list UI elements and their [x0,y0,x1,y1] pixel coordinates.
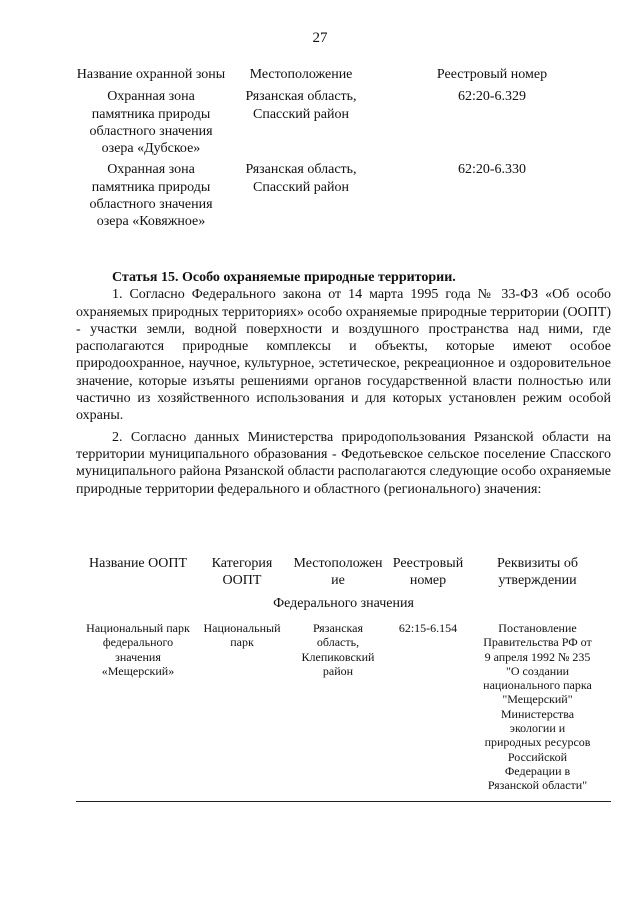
column-header-name: Название охранной зоны [76,67,226,82]
column-header-registry: Реестровый номер [436,67,548,82]
cell-line: 9 апреля 1992 № 235 [484,649,591,664]
cell-line: памятника природы [91,106,211,122]
cell-line: район [322,663,354,678]
cell-line: значения [115,649,161,664]
cell-line: Спасский район [253,179,349,195]
cell-line: Рязанская [312,621,364,635]
zone-name-cell [76,88,226,157]
registry-cell: 62:20-6.329 [457,89,527,105]
header-line: Реестровый [392,556,464,571]
column-header-registry [392,556,464,589]
cell-line: "О создании [505,663,570,678]
cell-line: Клепиковский [301,649,375,664]
column-header-category [200,556,284,589]
paragraph-1: 1. Согласно Федерального закона от 14 марта 1995 года № 33-ФЗ «Об особо охраняемых природных территориях» особо охраняемые природные территории (ООПТ) - участки земли, водной поверхности и воздушного пространства над ними, где располагаются природные комплексы и объекты, которые имеют особое природоохранное, научное, культурное, эстетическое, рекреационное и оздоровительное значение, которые изъяты решениями органов государственной власти полностью или частично из хозяйственного использования и для которых установлен режим особой охраны. [76,287,611,424]
cell-line: Министерства [500,706,575,721]
page-number: 27 [312,30,328,46]
cell-line: Рязанская область, [245,89,357,105]
header-line: Название ООПТ [88,556,188,571]
column-header-location: Местоположение [249,67,353,82]
cell-line: экологии и [509,721,566,736]
cell-line: озера «Ковяжное» [96,214,206,230]
table-row [76,88,616,161]
table-row [76,161,616,230]
location-cell [284,621,392,793]
header-line: номер [409,572,447,588]
cell-line: Российской [507,749,568,764]
table-header-row [76,66,616,88]
section-title: Федерального значения [273,596,414,611]
protection-zones-table [76,66,616,231]
cell-line: Постановление [498,621,577,635]
registry-cell: 62:15-6.154 [398,621,458,635]
cell-line: областного значения [89,123,213,139]
registry-cell: 62:20-6.330 [457,162,527,178]
zone-name-cell [76,161,226,230]
column-header-location [284,556,392,589]
area-name-cell [76,621,200,793]
cell-line: областного значения [89,197,213,213]
article-15 [76,269,611,498]
cell-line: федерального [102,635,174,650]
cell-line: природных ресурсов [484,735,591,750]
cell-line: Правительства РФ от [483,635,592,650]
header-line: Реквизиты об [497,556,578,571]
cell-line: «Мещерский» [101,663,175,678]
table-row [76,621,611,802]
cell-line: Рязанской области" [487,778,588,793]
cell-line: Рязанская область, [245,162,357,178]
cell-line: Федерации в [504,763,571,778]
header-line: Категория [211,556,273,571]
cell-line: область, [316,635,360,650]
cell-line: Охранная зона [107,89,195,105]
table-header-row [76,556,611,589]
header-line: ООПТ [222,572,262,588]
cell-line: "Мещерский" [502,692,573,707]
column-header-approval [464,556,611,589]
location-cell [226,161,376,230]
location-cell [226,88,376,157]
cell-line: Спасский район [253,106,349,122]
column-header-name [76,556,200,589]
header-line: утверждении [498,572,577,588]
protected-areas-table [76,556,611,802]
approval-cell [464,621,611,793]
cell-line: Национальный парк [86,621,190,635]
cell-line: озера «Дубское» [101,141,201,157]
header-line: ие [331,572,345,588]
cell-line: Охранная зона [107,162,195,178]
header-line: Местоположен [293,556,383,571]
article-heading: Статья 15. Особо охраняемые природные территории. [112,270,456,285]
cell-line: памятника природы [91,179,211,195]
cell-line: национального парка [483,678,592,693]
paragraph-2: 2. Согласно данных Министерства природопользования Рязанской области на территории муниципального образования - Федотьевское сельское поселение Спасского муниципального района Рязанской области располагаются следующие особо охраняемые природные территории федерального и областного (регионального) значения: [76,429,611,497]
category-cell: Национальный парк [203,621,281,650]
